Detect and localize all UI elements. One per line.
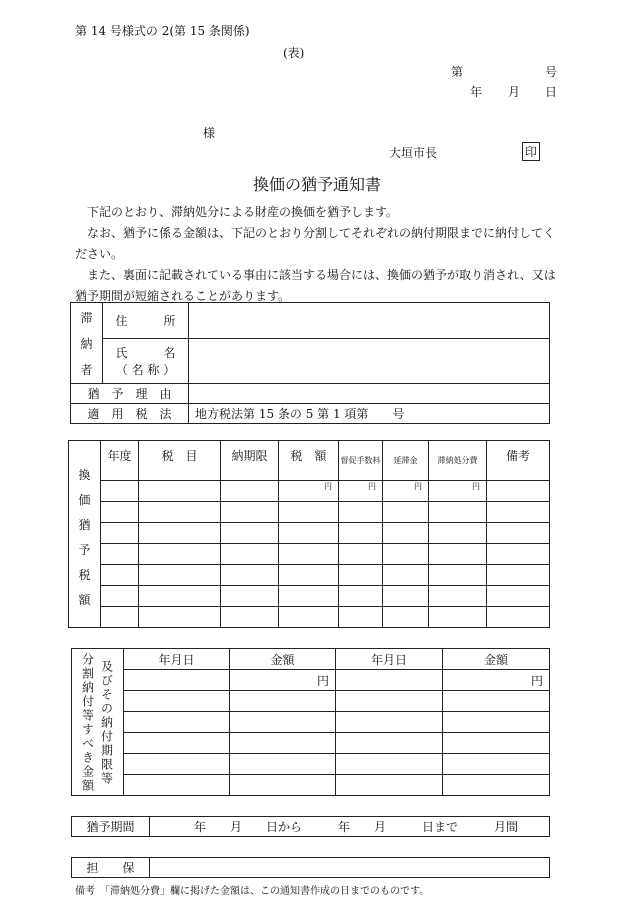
table-cell[interactable] bbox=[101, 502, 139, 523]
table-row bbox=[69, 565, 550, 586]
table-row bbox=[69, 502, 550, 523]
table-cell[interactable] bbox=[383, 544, 429, 565]
unit-yen: 円 bbox=[339, 481, 383, 502]
table-cell[interactable] bbox=[487, 544, 550, 565]
table-cell[interactable] bbox=[429, 565, 487, 586]
reason-field[interactable] bbox=[189, 384, 550, 404]
table-cell[interactable] bbox=[429, 607, 487, 628]
table-cell[interactable] bbox=[383, 586, 429, 607]
period-table bbox=[71, 816, 550, 837]
date-year-label: 年 bbox=[470, 85, 483, 99]
table-cell[interactable] bbox=[429, 544, 487, 565]
table-cell[interactable] bbox=[487, 523, 550, 544]
table-row bbox=[72, 775, 550, 796]
reason-label: 猶 予 理 由 bbox=[71, 384, 189, 404]
collateral-table bbox=[71, 857, 550, 878]
table-cell[interactable] bbox=[101, 544, 139, 565]
name-field[interactable] bbox=[189, 339, 550, 384]
table-row bbox=[69, 586, 550, 607]
table-cell[interactable] bbox=[339, 502, 383, 523]
table-cell[interactable] bbox=[383, 565, 429, 586]
address-label: 住 所 bbox=[103, 303, 189, 339]
address-field[interactable] bbox=[189, 303, 550, 339]
table-cell[interactable] bbox=[139, 544, 221, 565]
table-cell[interactable] bbox=[383, 502, 429, 523]
side-indicator: (表) bbox=[283, 46, 305, 60]
unit-yen: 円 bbox=[279, 481, 339, 502]
collateral-field[interactable] bbox=[150, 858, 550, 878]
table-cell[interactable] bbox=[279, 565, 339, 586]
tax-side-char-6: 額 bbox=[78, 593, 91, 607]
delinquent-char-3: 者 bbox=[80, 363, 93, 377]
table-cell[interactable] bbox=[221, 523, 279, 544]
table-cell[interactable] bbox=[101, 523, 139, 544]
table-cell[interactable] bbox=[101, 607, 139, 628]
period-value: 年 月 日から 年 月 日まで 月間 bbox=[150, 817, 550, 837]
table-cell[interactable] bbox=[139, 481, 221, 502]
table-cell[interactable] bbox=[230, 775, 336, 796]
table-cell[interactable] bbox=[487, 607, 550, 628]
name-sub-label: （ 名 称 ） bbox=[115, 363, 176, 378]
table-cell[interactable] bbox=[339, 607, 383, 628]
law-label: 適 用 税 法 bbox=[71, 404, 189, 424]
delinquent-char-1: 滞 bbox=[80, 311, 93, 325]
paragraph-3: また、裏面に記載されている事由に該当する場合には、換価の猶予が取り消され、又は猶予期間が短縮されることがあります。 bbox=[75, 268, 556, 303]
paragraph-2: なお、猶予に係る金額は、下記のとおり分割してそれぞれの納付期限までに納付してください。 bbox=[75, 226, 556, 261]
table-cell[interactable] bbox=[230, 754, 336, 775]
installment-table bbox=[71, 648, 550, 796]
header-dunning-fee: 督促手数料 bbox=[339, 441, 383, 481]
table-cell[interactable] bbox=[279, 502, 339, 523]
table-cell[interactable] bbox=[279, 607, 339, 628]
table-cell[interactable] bbox=[279, 586, 339, 607]
header-tax-item: 税 目 bbox=[139, 441, 221, 481]
number-prefix: 第 bbox=[451, 65, 464, 79]
table-cell[interactable] bbox=[339, 586, 383, 607]
table-cell[interactable] bbox=[101, 481, 139, 502]
header-amount-1: 金額 bbox=[230, 649, 336, 670]
table-row bbox=[72, 691, 550, 712]
table-cell[interactable] bbox=[383, 607, 429, 628]
table-cell[interactable] bbox=[383, 523, 429, 544]
table-cell[interactable] bbox=[339, 565, 383, 586]
unit-yen: 円 bbox=[429, 481, 487, 502]
table-cell[interactable] bbox=[336, 775, 443, 796]
tax-side-char-3: 猶 bbox=[78, 518, 91, 532]
table-row bbox=[72, 754, 550, 775]
table-cell[interactable] bbox=[339, 523, 383, 544]
table-row bbox=[72, 733, 550, 754]
delinquent-table bbox=[70, 302, 550, 424]
header-amount-2: 金額 bbox=[443, 649, 550, 670]
delinquent-side-label bbox=[71, 303, 103, 384]
table-cell[interactable] bbox=[124, 670, 230, 691]
seal-mark: 印 bbox=[522, 142, 540, 161]
table-cell[interactable] bbox=[487, 586, 550, 607]
table-cell[interactable] bbox=[124, 691, 230, 712]
unit-yen: 円 bbox=[230, 670, 336, 691]
table-cell[interactable] bbox=[230, 733, 336, 754]
table-cell[interactable] bbox=[101, 586, 139, 607]
table-cell[interactable] bbox=[443, 733, 550, 754]
table-row bbox=[69, 481, 550, 502]
document-title: 換価の猶予通知書 bbox=[253, 175, 382, 194]
table-cell[interactable] bbox=[221, 502, 279, 523]
table-cell[interactable] bbox=[443, 712, 550, 733]
table-cell[interactable] bbox=[139, 502, 221, 523]
table-cell[interactable] bbox=[221, 544, 279, 565]
table-cell[interactable] bbox=[221, 586, 279, 607]
table-cell[interactable] bbox=[124, 712, 230, 733]
table-cell[interactable] bbox=[139, 523, 221, 544]
table-cell[interactable] bbox=[336, 754, 443, 775]
table-cell[interactable] bbox=[487, 481, 550, 502]
table-cell[interactable] bbox=[443, 775, 550, 796]
table-cell[interactable] bbox=[429, 523, 487, 544]
table-cell[interactable] bbox=[124, 775, 230, 796]
table-cell[interactable] bbox=[336, 712, 443, 733]
header-tax-amount: 税 額 bbox=[279, 441, 339, 481]
name-label-cell bbox=[103, 339, 189, 384]
table-cell[interactable] bbox=[221, 481, 279, 502]
installment-side-label-cell bbox=[72, 649, 124, 796]
table-row bbox=[72, 670, 550, 691]
law-value: 地方税法第 15 条の 5 第 1 項第 号 bbox=[189, 404, 550, 424]
issuer-name: 大垣市長 bbox=[389, 146, 438, 160]
table-cell[interactable] bbox=[230, 691, 336, 712]
header-due-date: 納期限 bbox=[221, 441, 279, 481]
date-month-label: 月 bbox=[508, 85, 521, 99]
table-cell[interactable] bbox=[101, 565, 139, 586]
header-late-fee: 延滞金 bbox=[383, 441, 429, 481]
installment-side-label-left: 分割納付等すべき金額 bbox=[80, 653, 95, 793]
table-cell[interactable] bbox=[279, 544, 339, 565]
header-fiscal-year: 年度 bbox=[101, 441, 139, 481]
table-cell[interactable] bbox=[124, 733, 230, 754]
table-cell[interactable] bbox=[124, 754, 230, 775]
table-row bbox=[69, 523, 550, 544]
form-number: 第 14 号様式の 2(第 15 条関係) bbox=[75, 24, 250, 38]
table-cell[interactable] bbox=[429, 502, 487, 523]
addressee-suffix: 様 bbox=[203, 126, 216, 140]
table-row bbox=[72, 712, 550, 733]
table-cell[interactable] bbox=[221, 565, 279, 586]
paragraph-1: 下記のとおり、滞納処分による財産の換価を猶予します。 bbox=[87, 205, 399, 219]
tax-side-char-2: 価 bbox=[78, 493, 91, 507]
table-cell[interactable] bbox=[230, 712, 336, 733]
table-cell[interactable] bbox=[139, 607, 221, 628]
collateral-label: 担 保 bbox=[72, 858, 150, 878]
table-cell[interactable] bbox=[221, 607, 279, 628]
table-cell[interactable] bbox=[487, 502, 550, 523]
table-cell[interactable] bbox=[336, 691, 443, 712]
table-cell[interactable] bbox=[443, 691, 550, 712]
tax-deferment-table bbox=[68, 440, 550, 628]
header-date-2: 年月日 bbox=[336, 649, 443, 670]
delinquent-char-2: 納 bbox=[80, 337, 93, 351]
table-cell[interactable] bbox=[429, 586, 487, 607]
number-suffix: 号 bbox=[545, 65, 558, 79]
date-day-label: 日 bbox=[545, 85, 558, 99]
table-cell[interactable] bbox=[139, 586, 221, 607]
note-text: 備考 「滞納処分費」欄に掲げた金額は、この通知書作成の日までのものです。 bbox=[75, 886, 430, 897]
header-disposition-fee: 滞納処分費 bbox=[429, 441, 487, 481]
table-cell[interactable] bbox=[336, 733, 443, 754]
tax-side-char-4: 予 bbox=[78, 543, 91, 557]
table-cell[interactable] bbox=[336, 670, 443, 691]
unit-yen: 円 bbox=[443, 670, 550, 691]
installment-side-label-right: 及びその納付期限等 bbox=[99, 660, 114, 786]
table-cell[interactable] bbox=[279, 523, 339, 544]
tax-side-label-cell bbox=[69, 441, 101, 628]
table-cell[interactable] bbox=[443, 754, 550, 775]
name-label: 氏 名 bbox=[115, 346, 176, 361]
table-row bbox=[69, 544, 550, 565]
header-remarks: 備考 bbox=[487, 441, 550, 481]
tax-side-char-1: 換 bbox=[78, 468, 91, 482]
table-cell[interactable] bbox=[339, 544, 383, 565]
table-cell[interactable] bbox=[139, 565, 221, 586]
header-date-1: 年月日 bbox=[124, 649, 230, 670]
period-label: 猶予期間 bbox=[72, 817, 150, 837]
unit-yen: 円 bbox=[383, 481, 429, 502]
tax-side-char-5: 税 bbox=[78, 568, 91, 582]
table-cell[interactable] bbox=[487, 565, 550, 586]
table-row bbox=[69, 607, 550, 628]
